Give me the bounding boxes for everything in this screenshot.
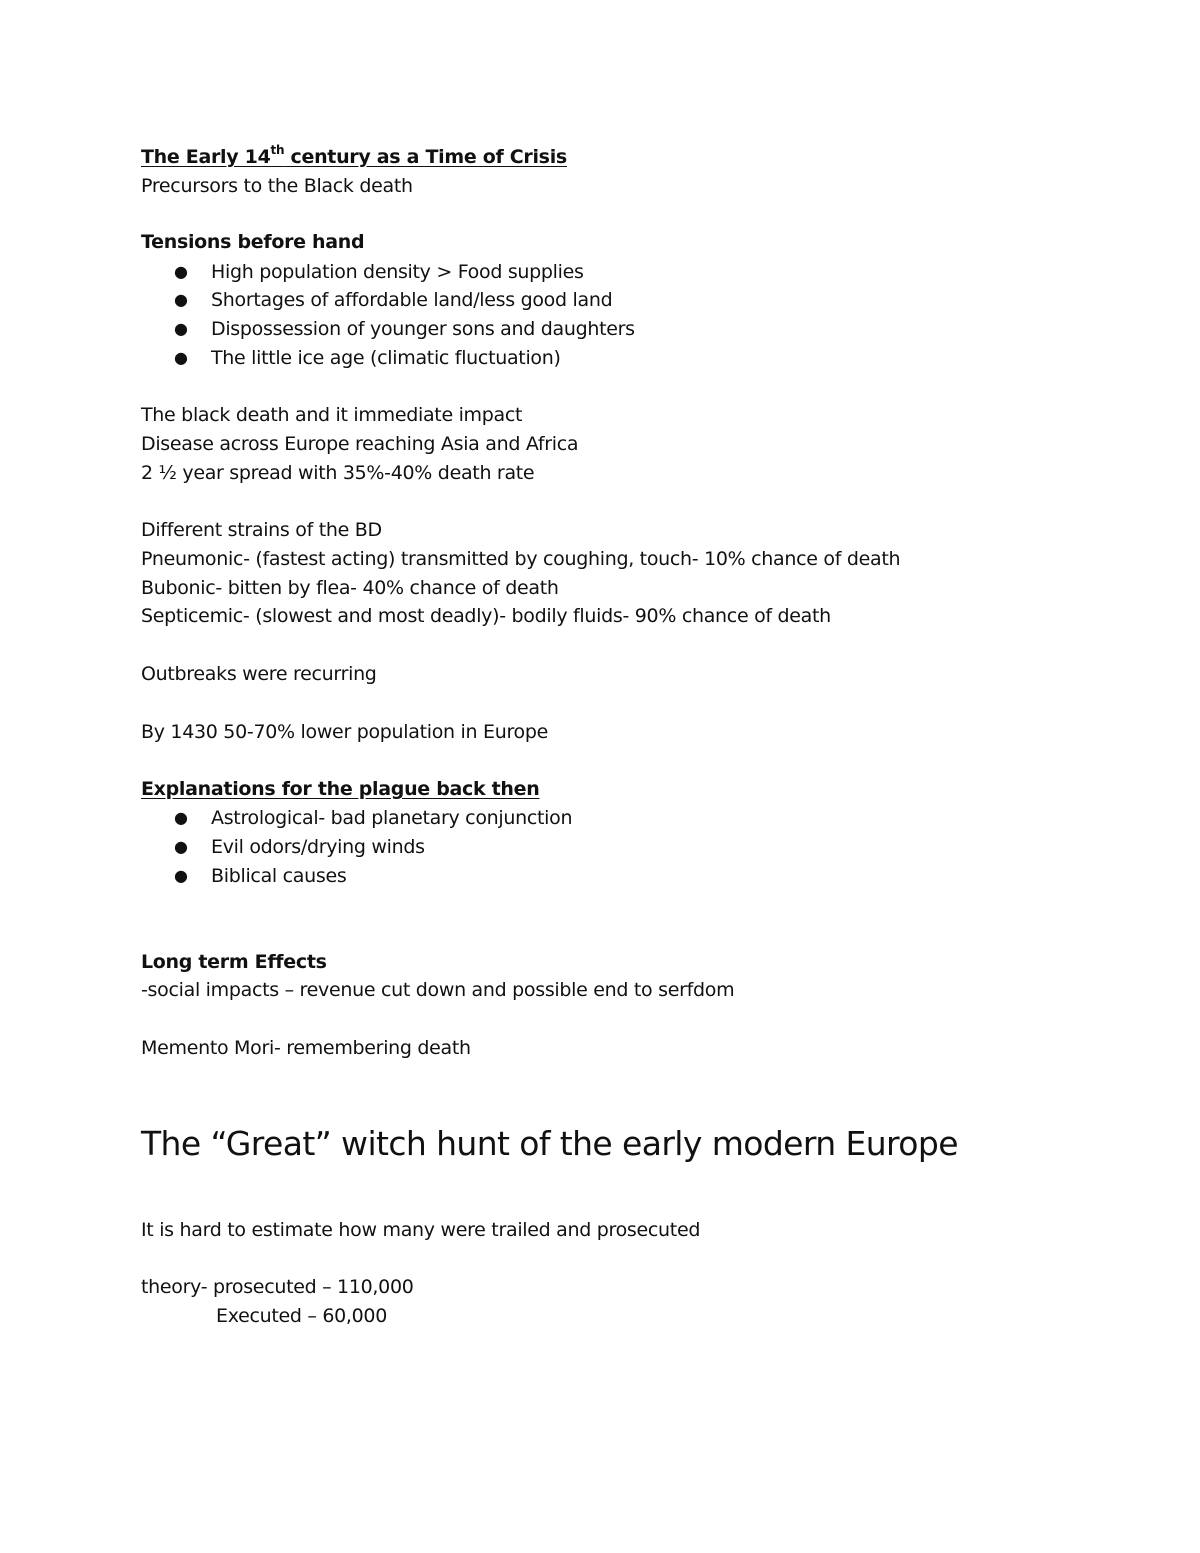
strains-line: Bubonic- bitten by flea- 40% chance of death (141, 577, 559, 599)
impact-line: Disease across Europe reaching Asia and Africa (141, 433, 579, 455)
memento-line: Memento Mori- remembering death (141, 1037, 471, 1059)
strains-line: Septicemic- (slowest and most deadly)- bodily fluids- 90% chance of death (141, 605, 831, 627)
theory-line: theory- prosecuted – 110,000 (141, 1276, 414, 1298)
section-subtitle: Precursors to the Black death (141, 175, 413, 197)
explanations-item: Evil odors/drying winds (211, 836, 425, 858)
estimate-line: It is hard to estimate how many were trailed and prosecuted (141, 1219, 701, 1241)
section-title-superscript: th (270, 142, 285, 157)
explanations-item: Astrological- bad planetary conjunction (211, 807, 573, 829)
tensions-heading: Tensions before hand (141, 231, 365, 253)
explanations-item: Biblical causes (211, 865, 347, 887)
explanations-heading: Explanations for the plague back then (141, 778, 540, 800)
bullet-icon: ● (174, 837, 188, 856)
bullet-icon: ● (174, 319, 188, 338)
tensions-item: Dispossession of younger sons and daughters (211, 318, 635, 340)
section-title (141, 142, 567, 169)
bullet-icon: ● (174, 808, 188, 827)
bullet-icon: ● (174, 348, 188, 367)
bullet-icon: ● (174, 866, 188, 885)
bullet-icon: ● (174, 290, 188, 309)
long-term-text: -social impacts – revenue cut down and possible end to serfdom (141, 979, 735, 1001)
section-title-text-end: century as a Time of Crisis (284, 146, 567, 168)
section-title-text: The Early 14 (141, 146, 271, 168)
tensions-item: Shortages of affordable land/less good land (211, 289, 613, 311)
tensions-item: High population density > Food supplies (211, 261, 584, 283)
strains-line: Different strains of the BD (141, 519, 382, 541)
executed-line: Executed – 60,000 (216, 1305, 388, 1327)
tensions-item: The little ice age (climatic fluctuation) (211, 347, 561, 369)
long-term-heading: Long term Effects (141, 951, 327, 973)
recurring-line: Outbreaks were recurring (141, 663, 377, 685)
impact-line: 2 ½ year spread with 35%-40% death rate (141, 462, 535, 484)
strains-line: Pneumonic- (fastest acting) transmitted by coughing, touch- 10% chance of death (141, 548, 901, 570)
section2-title: The “Great” witch hunt of the early modern Europe (141, 1124, 958, 1163)
bullet-icon: ● (174, 262, 188, 281)
population-line: By 1430 50-70% lower population in Europe (141, 721, 549, 743)
impact-line: The black death and it immediate impact (141, 404, 523, 426)
